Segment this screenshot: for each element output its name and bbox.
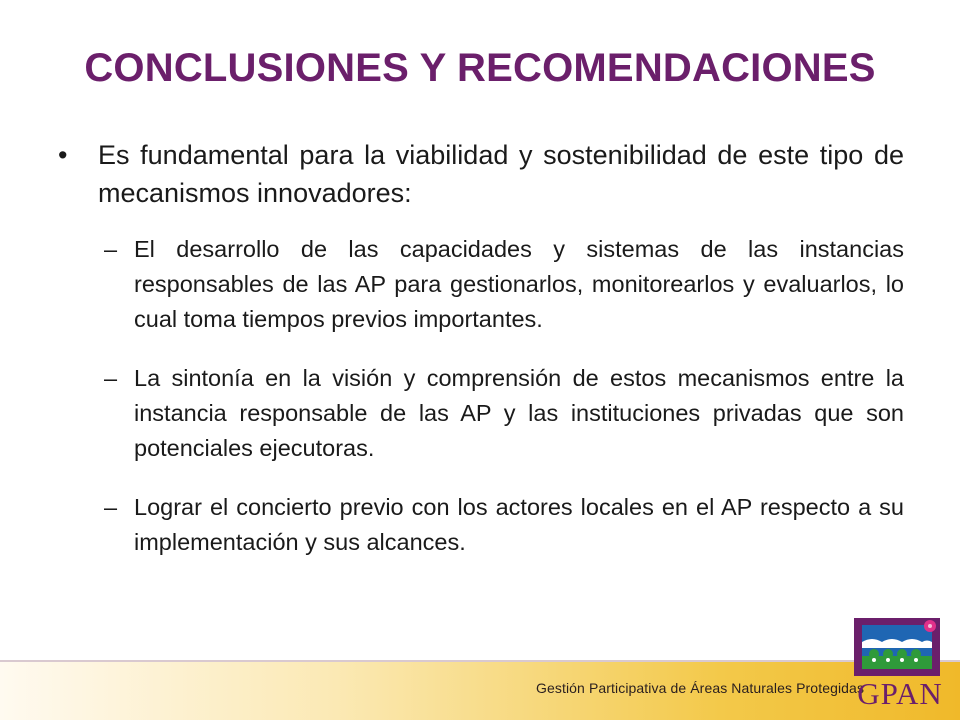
dash-marker: – <box>104 365 118 391</box>
sub-bullet-text: El desarrollo de las capacidades y sistemas de las instancias responsables de las AP para gestionarlos, monitorearlos y evaluarlos, lo cual toma tiempos previos importantes. <box>134 236 904 332</box>
sub-bullet-item <box>98 361 904 466</box>
footer-caption: Gestión Participativa de Áreas Naturales Protegidas <box>536 680 865 696</box>
slide-content <box>58 136 904 584</box>
slide-title: CONCLUSIONES Y RECOMENDACIONES <box>84 46 876 90</box>
dash-marker: – <box>104 494 118 520</box>
sub-bullet-text: La sintonía en la visión y comprensión de estos mecanismos entre la instancia responsable de las AP y las instituciones privadas que son potenciales ejecutoras. <box>134 365 904 461</box>
sub-bullet-item <box>98 490 904 560</box>
sub-bullet-text: Lograr el concierto previo con los actores locales en el AP respecto a su implementación y sus alcances. <box>134 494 904 555</box>
main-bullet <box>58 136 904 212</box>
dash-marker: – <box>104 236 118 262</box>
sub-bullet-item <box>98 232 904 337</box>
sub-bullet-list <box>98 232 904 560</box>
bullet-marker: • <box>58 140 68 170</box>
logo-wordmark: GPAN <box>857 676 943 711</box>
main-bullet-text: Es fundamental para la viabilidad y sostenibilidad de este tipo de mecanismos innovadores: <box>98 140 904 208</box>
